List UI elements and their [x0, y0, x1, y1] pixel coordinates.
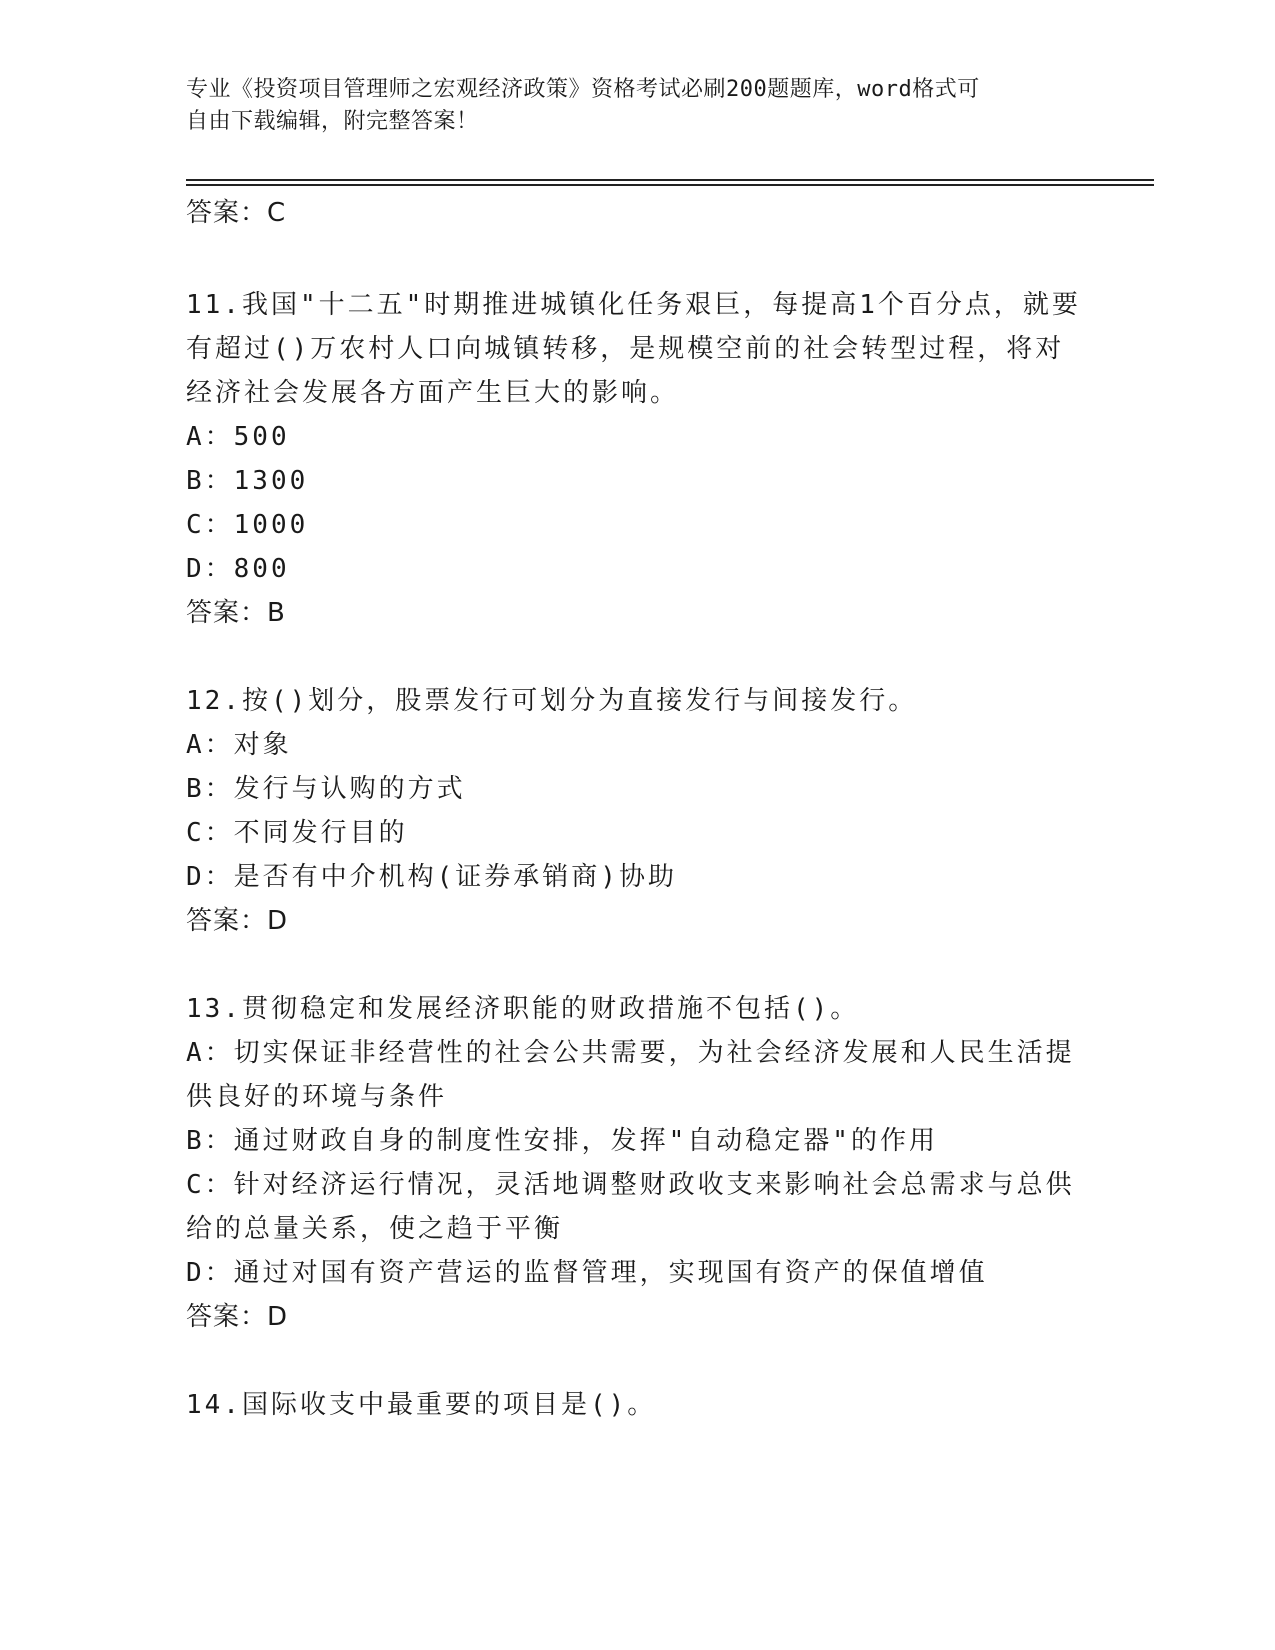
header-line-1: 专业《投资项目管理师之宏观经济政策》资格考试必刷200题题库，word格式可 — [186, 77, 980, 102]
q12-option-a: A：对象 — [186, 730, 292, 760]
document-header — [186, 74, 1066, 138]
answer-q13: 答案：D — [186, 1302, 289, 1332]
q13-option-a-line-1: A：切实保证非经营性的社会公共需要，为社会经济发展和人民生活提 — [186, 1038, 1075, 1068]
q11-option-c: C：1000 — [186, 510, 309, 540]
q12-option-b: B：发行与认购的方式 — [186, 774, 466, 804]
q14-stem-line-1: 14.国际收支中最重要的项目是()。 — [186, 1390, 657, 1420]
answer-q11: 答案：B — [186, 598, 286, 628]
q11-option-a: A：500 — [186, 422, 290, 452]
q11-option-d: D：800 — [186, 554, 290, 584]
q13-stem-line-1: 13.贯彻稳定和发展经济职能的财政措施不包括()。 — [186, 994, 860, 1024]
q13-option-d: D：通过对国有资产营运的监督管理，实现国有资产的保值增值 — [186, 1258, 988, 1288]
header-line-2: 自由下载编辑，附完整答案！ — [186, 109, 479, 134]
header-divider-bottom — [186, 184, 1154, 186]
q13-option-c-line-1: C：针对经济运行情况，灵活地调整财政收支来影响社会总需求与总供 — [186, 1170, 1075, 1200]
q11-stem-line-3: 经济社会发展各方面产生巨大的影响。 — [186, 378, 680, 408]
q11-stem-line-1: 11.我国"十二五"时期推进城镇化任务艰巨，每提高1个百分点，就要 — [186, 290, 1081, 320]
q12-stem-line-1: 12.按()划分，股票发行可划分为直接发行与间接发行。 — [186, 686, 918, 716]
q11-option-b: B：1300 — [186, 466, 309, 496]
q13-option-b: B：通过财政自身的制度性安排，发挥"自动稳定器"的作用 — [186, 1126, 938, 1156]
q12-option-d: D：是否有中介机构(证券承销商)协助 — [186, 862, 677, 892]
q13-option-a-line-2: 供良好的环境与条件 — [186, 1082, 448, 1112]
answer-q10: 答案：C — [186, 198, 287, 228]
q13-option-c-line-2: 给的总量关系，使之趋于平衡 — [186, 1214, 564, 1244]
q11-stem-line-2: 有超过()万农村人口向城镇转移，是规模空前的社会转型过程，将对 — [186, 334, 1065, 364]
header-divider-top — [186, 179, 1154, 181]
answer-q12: 答案：D — [186, 906, 289, 936]
q12-option-c: C：不同发行目的 — [186, 818, 408, 848]
